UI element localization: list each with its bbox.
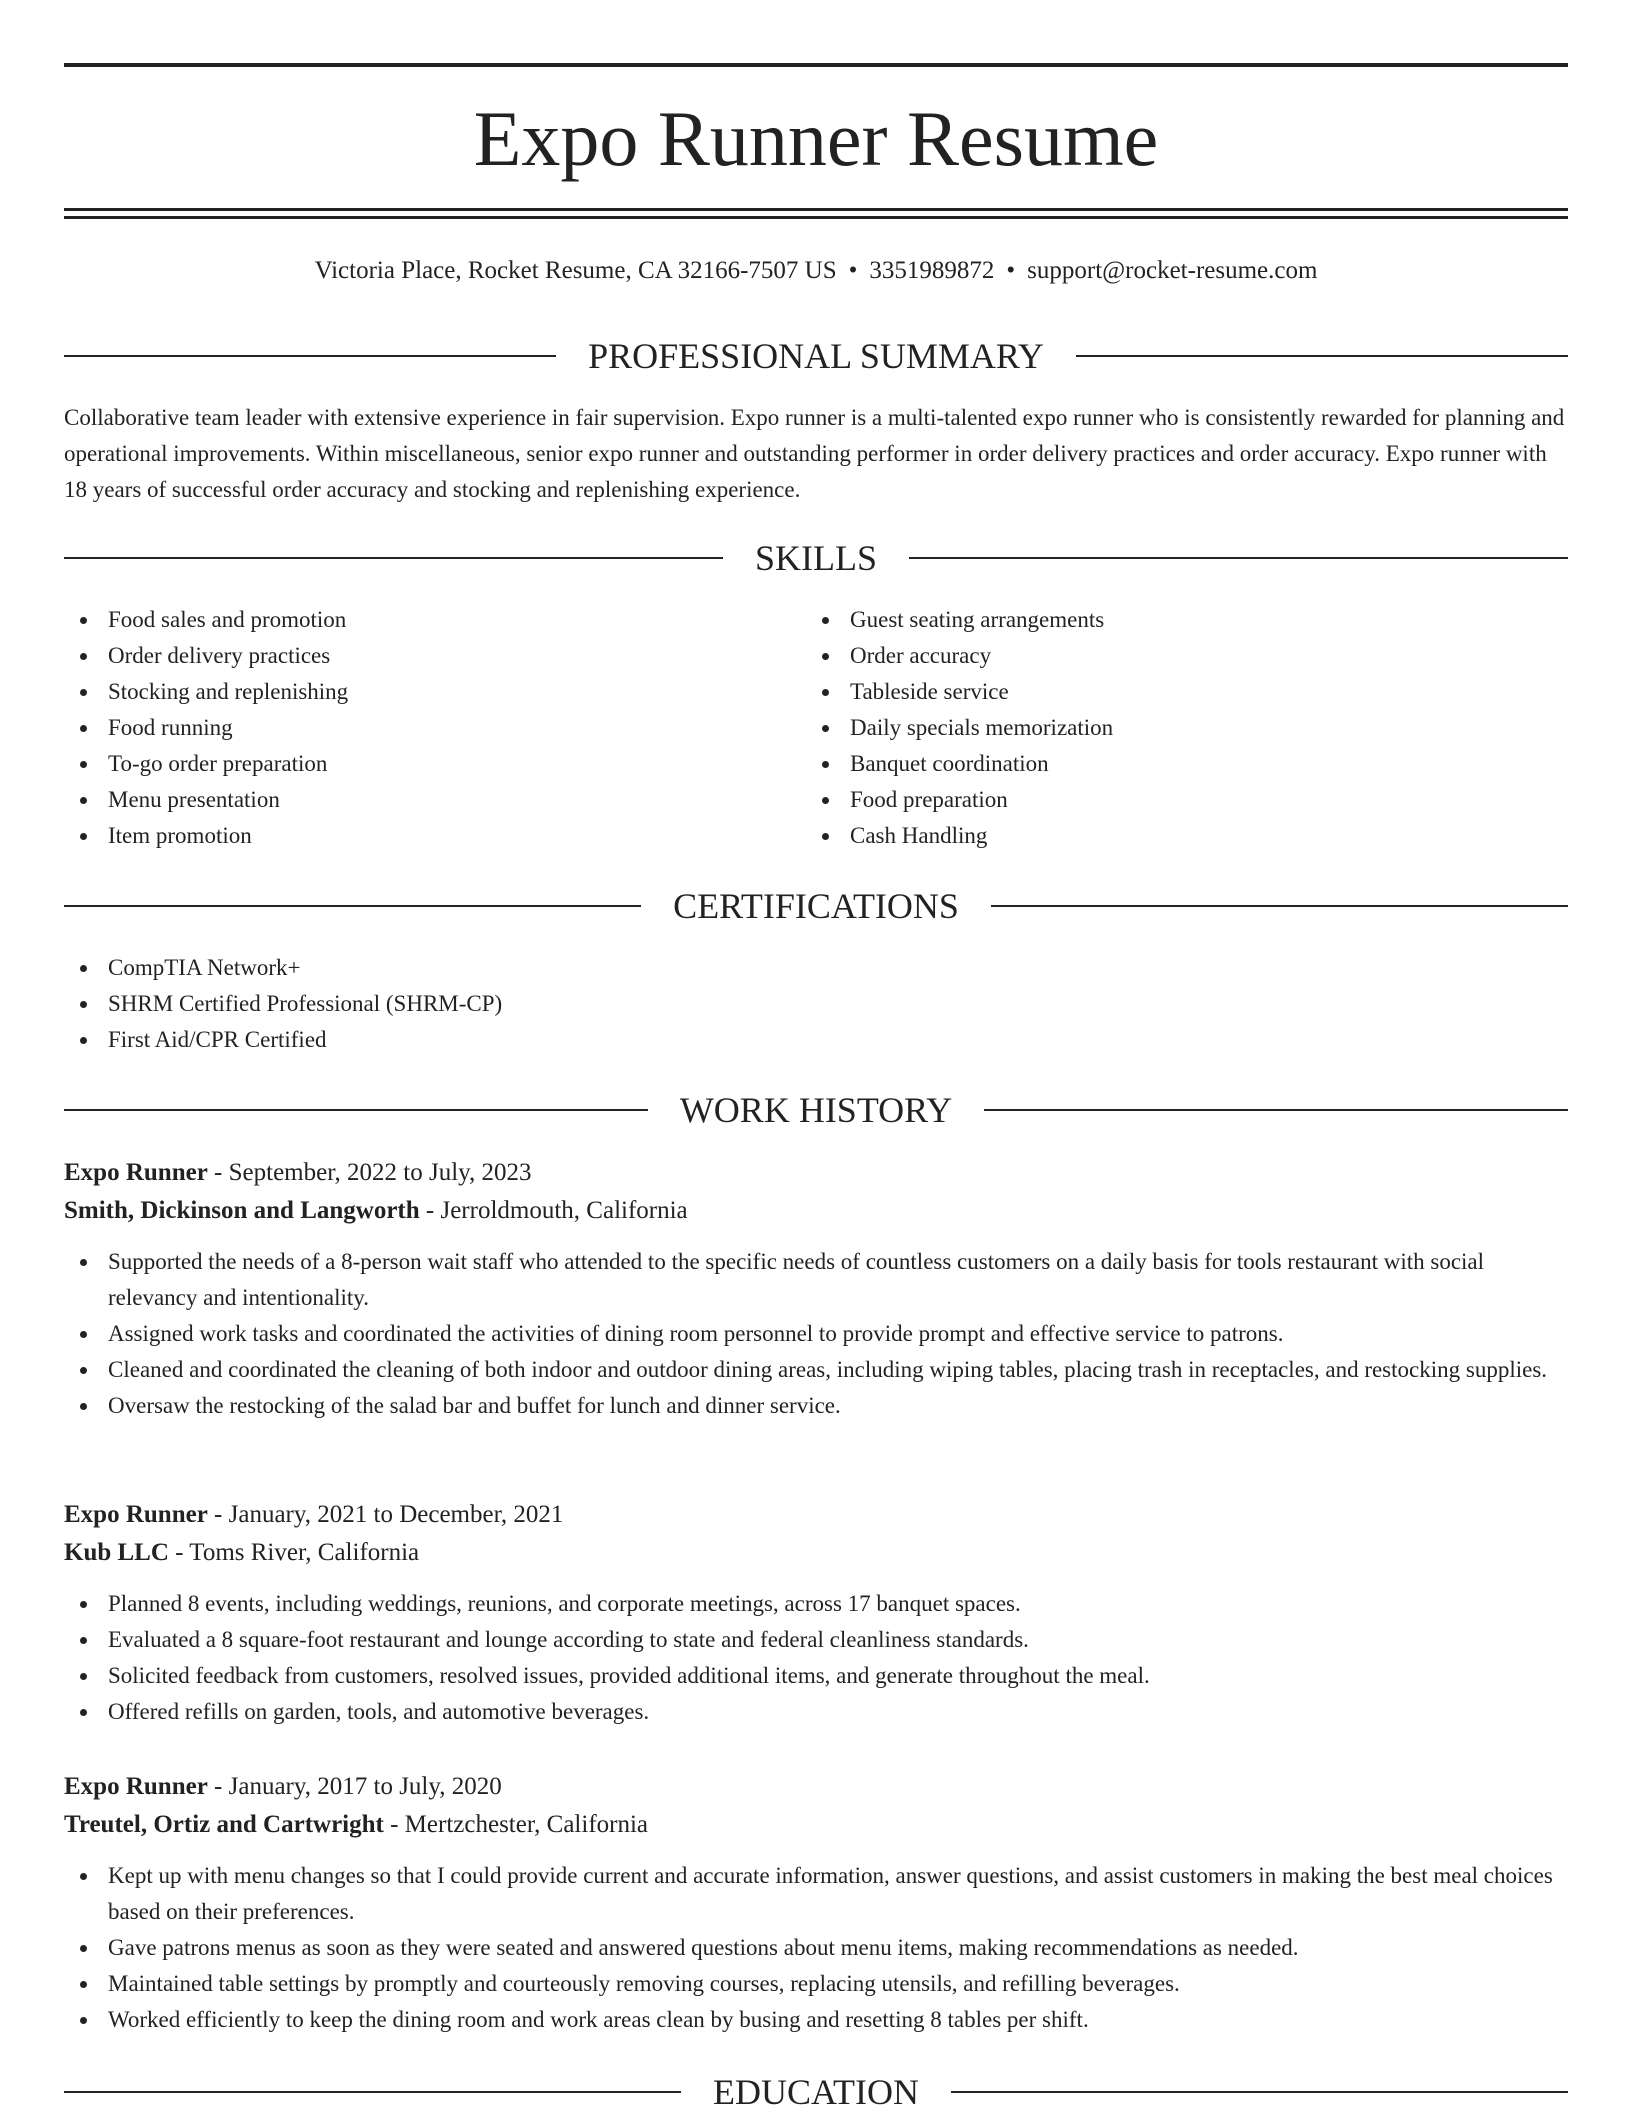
- contact-email: support@rocket-resume.com: [1027, 257, 1318, 284]
- skills-list-right: [806, 602, 1546, 854]
- skill-item: Banquet coordination: [806, 746, 1546, 782]
- title-rule-upper: [64, 208, 1568, 211]
- job-bullet: Offered refills on garden, tools, and automotive beverages.: [64, 1694, 1568, 1730]
- skill-item: Food running: [64, 710, 804, 746]
- section-summary-heading: [64, 334, 1568, 378]
- contact-separator: •: [848, 257, 858, 284]
- heading-label: EDUCATION: [713, 2072, 919, 2112]
- skill-item: Menu presentation: [64, 782, 804, 818]
- heading-rule-left: [64, 557, 723, 559]
- heading-rule-right: [1076, 355, 1568, 357]
- contact-separator: •: [1006, 257, 1016, 284]
- contact-address: Victoria Place, Rocket Resume, CA 32166-7507 US: [314, 257, 837, 284]
- heading-rule-right: [909, 557, 1568, 559]
- job-title-line: [64, 1768, 1568, 1806]
- job-title: Expo Runner: [64, 1501, 208, 1528]
- job-bullets: [64, 1858, 1568, 2038]
- job-title: Expo Runner: [64, 1773, 208, 1800]
- skill-item: Tableside service: [806, 674, 1546, 710]
- job-bullets: [64, 1244, 1568, 1424]
- job-dates: - September, 2022 to July, 2023: [207, 1159, 532, 1186]
- heading-label: CERTIFICATIONS: [673, 886, 959, 926]
- contact-phone: 3351989872: [869, 257, 995, 284]
- job-bullet: Supported the needs of a 8-person wait staff who attended to the specific needs of countless customers on a daily basis for tools restaurant with social relevancy and intentionality.: [64, 1244, 1568, 1316]
- job-company-line: [64, 1806, 1568, 1844]
- job-location: - Jerroldmouth, California: [419, 1197, 688, 1224]
- job-company: Kub LLC: [64, 1539, 169, 1566]
- skill-item: Order delivery practices: [64, 638, 804, 674]
- job-location: - Toms River, California: [168, 1539, 420, 1566]
- heading-rule-right: [984, 1109, 1568, 1111]
- job-bullet: Evaluated a 8 square-foot restaurant and lounge according to state and federal cleanliness standards.: [64, 1622, 1568, 1658]
- job-bullet: Worked efficiently to keep the dining room and work areas clean by busing and resetting 8 tables per shift.: [64, 2002, 1568, 2038]
- resume-title: Expo Runner Resume: [473, 95, 1159, 182]
- top-rule: [64, 63, 1568, 67]
- job-title: Expo Runner: [64, 1159, 208, 1186]
- section-work-history-heading: [64, 1088, 1568, 1132]
- summary-text: Collaborative team leader with extensive experience in fair supervision. Expo runner is a multi-talented expo runner who is consistently rewarded for planning and operational improvements. Within miscellaneous, senior expo runner and outstanding performer in order delivery practices and order accuracy. Expo runner with 18 years of successful order accuracy and stocking and replenishing experience.: [64, 405, 1565, 502]
- heading-label: PROFESSIONAL SUMMARY: [588, 336, 1044, 376]
- certifications-list: [64, 950, 1568, 1058]
- skill-item: Item promotion: [64, 818, 804, 854]
- skill-item: Food preparation: [806, 782, 1546, 818]
- skill-item: Cash Handling: [806, 818, 1546, 854]
- job-bullet: Solicited feedback from customers, resolved issues, provided additional items, and generate throughout the meal.: [64, 1658, 1568, 1694]
- job-entry: [64, 1496, 1568, 1730]
- certification-item: SHRM Certified Professional (SHRM-CP): [64, 986, 1568, 1022]
- heading-label: WORK HISTORY: [679, 1090, 953, 1130]
- skill-item: Order accuracy: [806, 638, 1546, 674]
- skill-item: Food sales and promotion: [64, 602, 804, 638]
- job-company-line: [64, 1192, 1568, 1230]
- skill-item: To-go order preparation: [64, 746, 804, 782]
- job-bullet: Oversaw the restocking of the salad bar and buffet for lunch and dinner service.: [64, 1388, 1568, 1424]
- skill-item: Stocking and replenishing: [64, 674, 804, 710]
- section-education-heading: [64, 2070, 1568, 2114]
- skill-item: Daily specials memorization: [806, 710, 1546, 746]
- job-bullets: [64, 1586, 1568, 1730]
- heading-rule-left: [64, 355, 556, 357]
- title-rule-lower: [64, 216, 1568, 219]
- job-bullet: Kept up with menu changes so that I could provide current and accurate information, answer questions, and assist customers in making the best meal choices based on their preferences.: [64, 1858, 1568, 1930]
- skills-list-left: [64, 602, 804, 854]
- job-dates: - January, 2017 to July, 2020: [207, 1773, 502, 1800]
- job-company-line: [64, 1534, 1568, 1572]
- certification-item: CompTIA Network+: [64, 950, 1568, 986]
- heading-label: SKILLS: [755, 538, 878, 578]
- job-company: Treutel, Ortiz and Cartwright: [64, 1811, 384, 1838]
- heading-rule-right: [951, 2091, 1568, 2093]
- contact-line: [64, 254, 1568, 288]
- job-bullet: Maintained table settings by promptly and courteously removing courses, replacing utensils, and refilling beverages.: [64, 1966, 1568, 2002]
- job-bullet: Cleaned and coordinated the cleaning of both indoor and outdoor dining areas, including wiping tables, placing trash in receptacles, and restocking supplies.: [64, 1352, 1568, 1388]
- job-company: Smith, Dickinson and Langworth: [64, 1197, 420, 1224]
- job-bullet: Gave patrons menus as soon as they were seated and answered questions about menu items, making recommendations as needed.: [64, 1930, 1568, 1966]
- section-skills-heading: [64, 536, 1568, 580]
- certification-item: First Aid/CPR Certified: [64, 1022, 1568, 1058]
- job-entry: [64, 1768, 1568, 2038]
- heading-rule-right: [991, 905, 1568, 907]
- job-dates: - January, 2021 to December, 2021: [207, 1501, 564, 1528]
- skill-item: Guest seating arrangements: [806, 602, 1546, 638]
- heading-rule-left: [64, 2091, 681, 2093]
- job-entry: [64, 1154, 1568, 1424]
- job-bullet: Planned 8 events, including weddings, reunions, and corporate meetings, across 17 banquet spaces.: [64, 1586, 1568, 1622]
- job-bullet: Assigned work tasks and coordinated the activities of dining room personnel to provide prompt and effective service to patrons.: [64, 1316, 1568, 1352]
- job-location: - Mertzchester, California: [383, 1811, 649, 1838]
- job-title-line: [64, 1154, 1568, 1192]
- heading-rule-left: [64, 1109, 648, 1111]
- section-certifications-heading: [64, 884, 1568, 928]
- heading-rule-left: [64, 905, 641, 907]
- job-title-line: [64, 1496, 1568, 1534]
